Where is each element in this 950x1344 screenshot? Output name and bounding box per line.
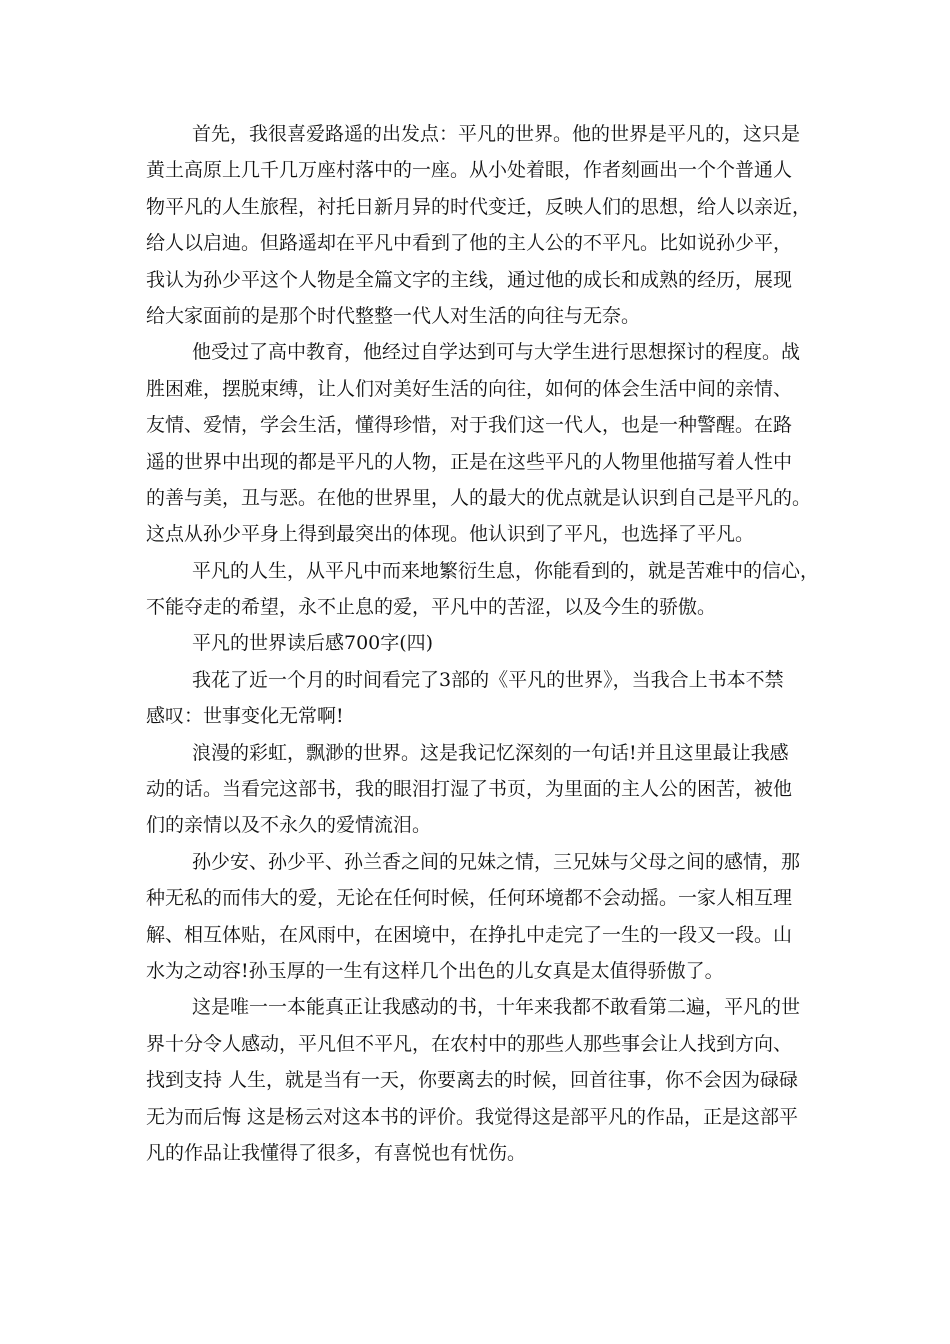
- text-line: 水为之动容!孙玉厚的一生有这样几个出色的儿女真是太值得骄傲了。: [146, 959, 724, 982]
- text-line: 这点从孙少平身上得到最突出的体现。他认识到了平凡，也选择了平凡。: [146, 523, 755, 546]
- text-line: 友情、爱情，学会生活，懂得珍惜，对于我们这一代人，也是一种警醒。在路: [146, 414, 793, 437]
- text-line: 物平凡的人生旅程，衬托日新月异的时代变迁，反映人们的思想，给人以亲近，: [146, 195, 812, 218]
- text-line: 给人以启迪。但路遥却在平凡中看到了他的主人公的不平凡。比如说孙少平，: [146, 232, 793, 255]
- text-line: 的善与美，丑与恶。在他的世界里，人的最大的优点就是认识到自己是平凡的。: [146, 486, 812, 509]
- text-line: 凡的作品让我懂得了很多，有喜悦也有忧伤。: [146, 1141, 527, 1164]
- text-line: 这是唯一一本能真正让我感动的书，十年来我都不敢看第二遍，平凡的世: [192, 996, 801, 1019]
- text-line: 胜困难，摆脱束缚，让人们对美好生活的向往，如何的体会生活中间的亲情、: [146, 377, 793, 400]
- text-line: 浪漫的彩虹，飘渺的世界。这是我记忆深刻的一句话!并且这里最让我感: [192, 741, 789, 764]
- text-line: 无为而后悔 这是杨云对这本书的评价。我觉得这是部平凡的作品，正是这部平: [146, 1105, 799, 1128]
- text-line: 平凡的人生，从平凡中而来地繁衍生息，你能看到的，就是苦难中的信心，: [192, 559, 820, 582]
- text-line: 孙少安、孙少平、孙兰香之间的兄妹之情，三兄妹与父母之间的感情，那: [192, 850, 801, 873]
- text-line: 遥的世界中出现的都是平凡的人物，正是在这些平凡的人物里他描写着人性中: [146, 450, 793, 473]
- text-line: 界十分令人感动，平凡但不平凡，在农村中的那些人那些事会让人找到方向、: [146, 1032, 793, 1055]
- text-line: 感叹：世事变化无常啊!: [146, 705, 344, 728]
- text-line: 动的话。当看完这部书，我的眼泪打湿了书页，为里面的主人公的困苦，被他: [146, 778, 793, 801]
- text-line: 解、相互体贴，在风雨中，在困境中，在挣扎中走完了一生的一段又一段。山: [146, 923, 793, 946]
- text-line: 我花了近一个月的时间看完了3部的《平凡的世界》，当我合上书本不禁: [192, 668, 784, 691]
- document-body: [146, 116, 818, 1171]
- text-line: 他受过了高中教育，他经过自学达到可与大学生进行思想探讨的程度。战: [192, 341, 801, 364]
- text-line: 首先，我很喜爱路遥的出发点：平凡的世界。他的世界是平凡的，这只是: [192, 123, 801, 145]
- text-line: 黄土高原上几千几万座村落中的一座。从小处着眼，作者刻画出一个个普通人: [146, 159, 793, 182]
- text-line: 种无私的而伟大的爱，无论在任何时候，任何环境都不会动摇。一家人相互理: [146, 887, 793, 910]
- text-line: 不能夺走的希望，永不止息的爱，平凡中的苦涩，以及今生的骄傲。: [146, 596, 717, 619]
- text-line: 给大家面前的是那个时代整整一代人对生活的向往与无奈。: [146, 304, 641, 327]
- text-line: 平凡的世界读后感700字(四): [192, 632, 434, 655]
- text-line: 们的亲情以及不永久的爱情流泪。: [146, 814, 432, 837]
- text-line: 找到支持 人生，就是当有一天，你要离去的时候，回首往事，你不会因为碌碌: [146, 1069, 799, 1092]
- text-line: 我认为孙少平这个人物是全篇文字的主线，通过他的成长和成熟的经历，展现: [146, 268, 793, 291]
